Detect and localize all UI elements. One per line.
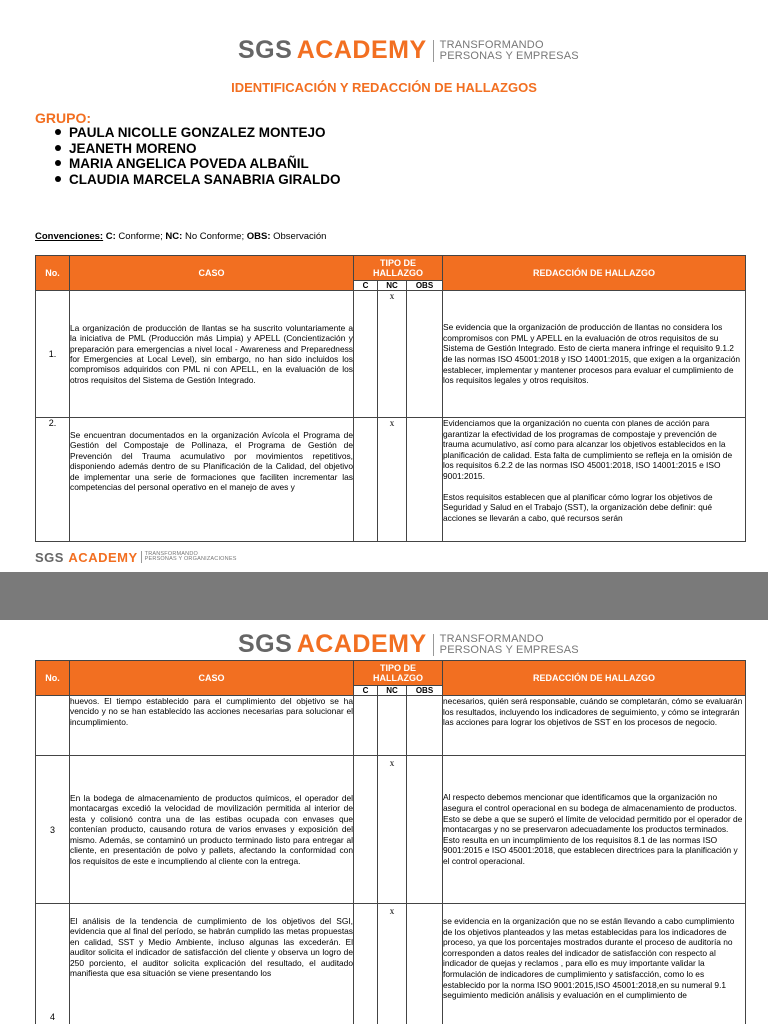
footer-tagline-line1: TRANSFORMANDO [144,550,198,557]
header-nc: NC [378,281,407,291]
logo-academy-text: ACADEMY [296,36,427,64]
row-number: 4 [36,904,70,1024]
findings-table-continued [35,660,746,1024]
logo-divider [433,40,434,62]
finding-paragraph: Estos requisitos establecen que al planificar cómo lograr los objetivos de Seguridad y Salud en el Trabajo (SST), la organización debe definir: qué acciones se llevarán a cabo, qué recursos serán [443,491,713,523]
header-no: No. [36,256,70,291]
table-row [36,418,746,542]
bullet-icon [55,160,61,166]
row-number: 2. [36,418,70,542]
cell-obs [407,418,443,542]
header-tipo-line2: HALLAZGO [373,268,423,278]
bullet-icon [55,129,61,135]
bullet-icon [55,176,61,182]
finding-text: Se evidencia que la organización de producción de llantas no considera los compromisos con PML y APELL en la evaluación de otros requisitos de su Sistema de Gestión Integrado. Esto de cierta manera infringe el requisito 9.1.2 de las normas ISO 45001:2018 y ISO 14001:2015, que exigen a la organización establecer, implementar y mantener procesos para evaluar el cumplimiento de los requisitos legales y otros requisitos. [443,291,746,418]
convention-c-key: C: [105,231,116,242]
sgs-academy-logo [238,36,579,65]
logo-tagline-line1: TRANSFORMANDO [439,38,544,51]
header-tipo [354,256,443,281]
footer-logo-divider [141,551,142,563]
footer-tagline-line2: PERSONAS Y ORGANIZACIONES [144,556,237,562]
convention-nc-key: NC: [165,231,183,242]
header-no: No. [36,661,70,696]
member-item [55,141,340,157]
member-item [55,172,340,188]
logo-academy-text: ACADEMY [296,630,427,658]
finding-text: necesarios, quién será responsable, cuándo se completarán, cómo se evaluarán los resultados, incluyendo los indicadores de seguimiento, y cómo se integrarán las acciones para lograr los objetivos de SST en los procesos de negocio. [443,696,746,756]
member-name: JEANETH MORENO [69,140,197,156]
finding-text [443,418,746,542]
header-nc: NC [378,686,407,696]
header-c: C [354,281,378,291]
footer-logo [35,548,237,566]
header-c: C [354,686,378,696]
convention-c-text: Conforme; [118,231,163,242]
case-text: Se encuentran documentados en la organización Avícola el Programa de Gestión del Compostaje de Pollinaza, el Programa de Gestión de Prevención del Trauma acumulativo por movimientos repetitivos, disponiendo además dentro de su Planificación de la Calidad, del objetivo de implementar una serie de formaciones que faciliten incrementar las competencias del personal operativo en el manejo de aves y [70,418,354,542]
table-row [36,696,746,756]
logo-tagline-line2: PERSONAS Y EMPRESAS [439,643,579,656]
table-header-row [36,256,746,281]
finding-paragraph: Evidenciamos que la organización no cuenta con planes de acción para garantizar la efectividad de los programas de compostaje y prevención de trauma acumulativo, así como para alcanzar los objetivos establecidos en la planificación de calidad. Esta falta de cumplimiento se refleja en la omisión de los requisitos 6.2.2 de las normas ISO 45001:2018, ISO 14001:2015 e ISO 9001:2015. [443,418,733,481]
header-redaccion: REDACCIÓN DE HALLAZGO [443,661,746,696]
case-text: huevos. El tiempo establecido para el cumplimiento del objetivo se ha vencido y no se han establecido las acciones necesarias para solucionar el incumplimiento. [70,696,354,756]
convention-obs-text: Observación [273,231,327,242]
cell-obs [407,756,443,904]
convention-obs-key: OBS: [246,231,271,242]
cell-c [354,291,378,418]
header-tipo [354,661,443,686]
document-title: IDENTIFICACIÓN Y REDACCIÓN DE HALLAZGOS [231,80,537,95]
conventions-label: Convenciones: [35,231,104,242]
logo-divider [433,634,434,656]
logo-tagline-line1: TRANSFORMANDO [439,632,544,645]
header-tipo-line2: HALLAZGO [373,673,423,683]
member-name: PAULA NICOLLE GONZALEZ MONTEJO [69,125,326,140]
row-number: 3 [36,756,70,904]
finding-text: se evidencia en la organización que no se están llevando a cabo cumplimiento de los objetivos planteados y las metas establecidas para los indicadores de proceso, ya que los porcentajes mostrados durante el proceso de auditoría no corresponden a datos reales del indicador de satisfacción con respecto al indicador de quejas y reclamos , para ello es muy importante validar la formulación de indicadores de cumplimiento y satisfacción, como lo es establecido por la norma ISO 9001:2015,ISO 45001:2018,en su numeral 9.1 seguimiento medición análisis y evaluación en el cumplimiento de [443,904,746,1024]
cell-obs [407,904,443,1024]
finding-text: Al respecto debemos mencionar que identificamos que la organización no asegura el control operacional en su bodega de almacenamiento de productos. Esto se debe a que se superó el límite de velocidad permitido por el operador de montacargas y no se preservaron adecuadamente los productos terminados. Esto resulta en un incumplimiento de los requisitos 8.1 de las normas ISO 9001:2015 e ISO 45001:2018, que establecen directrices para la planificación y el control operacional. [443,756,746,904]
member-list [55,125,340,187]
table-row [36,904,746,1024]
header-obs: OBS [407,686,443,696]
case-text: El análisis de la tendencia de cumplimiento de los objetivos del SGI, evidencia que al final del período, se habrán cumplido las metas propuestas en calidad, SST y Medio Ambiente, incluso algunas las excederán. El auditor solicita el indicador de satisfacción del cliente y observa un logro de 250 porciento, el auditor solicita explicación del resultado, el auditado manifiesta que esa situación se viene presentando los [70,904,354,1024]
header-tipo-line1: TIPO DE [379,258,416,268]
cell-nc-mark: x [378,291,407,418]
table-row [36,291,746,418]
convention-nc-text: No Conforme; [184,231,245,242]
footer-logo-tagline [145,552,237,563]
conventions-line [35,231,326,242]
cell-c [354,904,378,1024]
header-redaccion: REDACCIÓN DE HALLAZGO [443,256,746,291]
cell-c [354,418,378,542]
logo-tagline-line2: PERSONAS Y EMPRESAS [439,49,579,62]
bullet-icon [55,145,61,151]
member-name: CLAUDIA MARCELA SANABRIA GIRALDO [69,171,341,187]
logo-sgs-text: SGS [238,36,293,64]
findings-table [35,255,746,542]
cell-nc [378,696,407,756]
cell-nc-mark: x [378,418,407,542]
table-header-row [36,661,746,686]
header-caso: CASO [70,661,354,696]
member-item [55,125,340,141]
header-tipo-line1: TIPO DE [379,663,416,673]
sgs-academy-logo [238,630,579,659]
header-caso: CASO [70,256,354,291]
cell-obs [407,696,443,756]
logo-tagline [440,634,579,656]
row-number [36,696,70,756]
case-text: La organización de producción de llantas se ha suscrito voluntariamente a la iniciativa de PML (Producción más Limpia) y APELL (Concientización y preparación para emergencias a nivel local - Awareness and Preparedness for Emergencies at Local Level), sin embargo, no han sido incluidos los compromisos adquiridos con PML ni con APELL, en la evaluación de los otros requisitos del Sistema de Gestión Integrado. [70,291,354,418]
page-2 [0,620,768,1024]
cell-nc-mark: x [378,904,407,1024]
header-obs: OBS [407,281,443,291]
case-text: En la bodega de almacenamiento de productos químicos, el operador del montacargas excedió la velocidad de movilización permitida al interior de esta y colisionó contra una de las estibas ocupada con envases que contenían producto, causando rotura de varios envases y exposición del mismo. Además, se contaminó un producto terminado listo para entregar al cliente, en presentación de polvo y pallets, afectando la conformidad con los requisitos de este e incumpliendo al cliente con la entrega. [70,756,354,904]
footer-logo-sgs: SGS [35,549,64,565]
member-name: MARIA ANGELICA POVEDA ALBAÑIL [69,156,309,171]
logo-sgs-text: SGS [238,630,293,658]
cell-obs [407,291,443,418]
member-item [55,156,340,172]
cell-nc-mark: x [378,756,407,904]
logo-tagline [440,40,579,62]
cell-c [354,756,378,904]
footer-logo-academy: ACADEMY [68,549,138,565]
table-row [36,756,746,904]
row-number: 1. [36,291,70,418]
group-label: GRUPO: [35,110,91,126]
cell-c [354,696,378,756]
